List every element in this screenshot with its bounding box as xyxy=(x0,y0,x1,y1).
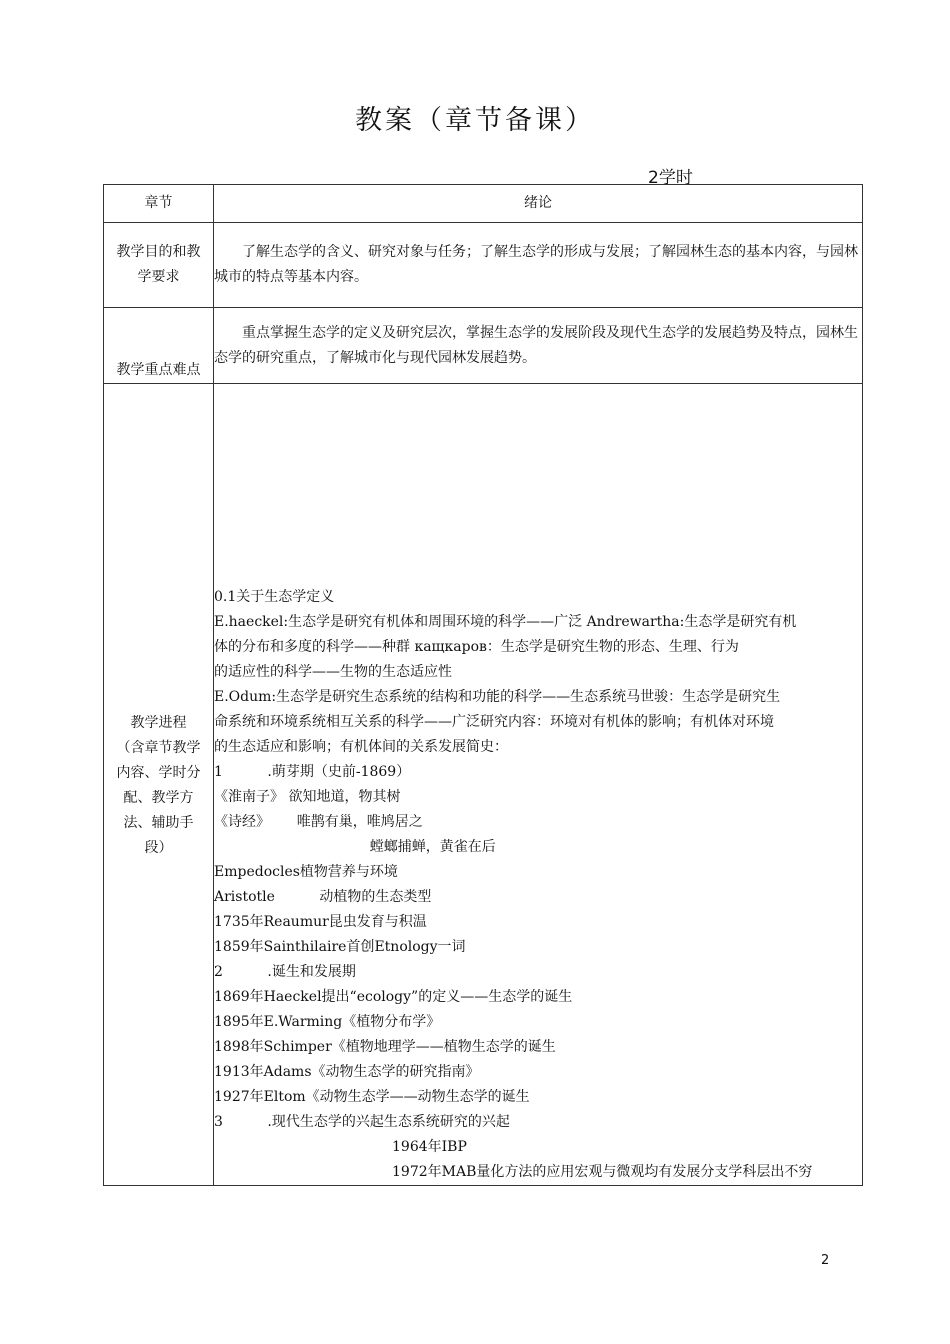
process-line: 体的分布和多度的科学——种群 кащкаров：生态学是研究生物的形态、生理、行为 xyxy=(214,639,739,655)
chapter-label xyxy=(104,185,214,223)
document-title: 教案（章节备课） xyxy=(355,105,595,136)
process-line: 1869年Haeckel提出“ecology”的定义——生态学的诞生 xyxy=(214,989,573,1005)
process-content xyxy=(214,384,863,1186)
objectives-label xyxy=(104,223,214,308)
row-process xyxy=(104,384,863,1186)
process-line: 0.1关于生态学定义 xyxy=(214,589,335,605)
process-line: 命系统和环境系统相互关系的科学——广泛研究内容：环境对有机体的影响；有机体对环境 xyxy=(214,714,774,730)
lesson-plan-table xyxy=(103,184,863,1186)
process-line: E.Odum:生态学是研究生态系统的结构和功能的科学——生态系统马世骏：生态学是研究生 xyxy=(214,689,781,705)
process-line: Aristotle 动植物的生态类型 xyxy=(214,889,432,905)
process-line: 《淮南子》 欲知地道，物其树 xyxy=(214,789,401,805)
process-line: 1735年Reaumur昆虫发育与积温 xyxy=(214,914,427,930)
chapter-value xyxy=(214,185,863,223)
process-line: 1927年Eltom《动物生态学——动物生态学的诞生 xyxy=(214,1089,530,1105)
process-label-line: （含章节教学 xyxy=(116,740,201,756)
keypoints-label xyxy=(104,308,214,384)
process-line: 3 .现代生态学的兴起生态系统研究的兴起 xyxy=(214,1114,510,1130)
row-chapter xyxy=(104,185,863,223)
process-line: E.haeckel:生态学是研究有机体和周围环境的科学——广泛 Andrewartha:生态学是研究有机 xyxy=(214,614,797,630)
row-keypoints xyxy=(104,308,863,384)
process-line: 1964年IBP xyxy=(214,1139,467,1155)
process-label-line: 教学进程 xyxy=(130,715,187,731)
objectives-text-cell xyxy=(214,223,863,308)
process-line: 的生态适应和影响；有机体间的关系发展简史： xyxy=(214,739,508,755)
process-label-line: 法、辅助手 xyxy=(123,815,194,831)
process-line: 1 .萌芽期（史前-1869） xyxy=(214,764,411,780)
process-line: 1859年Sainthilaire首创Etnology一词 xyxy=(214,939,466,955)
process-label-line: 内容、学时分 xyxy=(116,765,201,781)
process-label xyxy=(104,384,214,1186)
process-line: 《诗经》 唯鹊有巢，唯鸠居之 xyxy=(214,814,423,830)
process-line: 1913年Adams《动物生态学的研究指南》 xyxy=(214,1064,480,1080)
row-objectives xyxy=(104,223,863,308)
keypoints-text: 重点掌握生态学的定义及研究层次，掌握生态学的发展阶段及现代生态学的发展趋势及特点，园林生态学的研究重点，了解城市化与现代园林发展趋势。 xyxy=(214,325,858,366)
keypoints-label-text: 教学重点难点 xyxy=(116,362,201,378)
process-line: Empedocles植物营养与环境 xyxy=(214,864,398,880)
objectives-label-line2: 学要求 xyxy=(137,269,180,285)
chapter-value-text: 绪论 xyxy=(524,195,552,211)
keypoints-text-cell xyxy=(214,308,863,384)
class-hours: 2学时 xyxy=(648,168,693,188)
objectives-label-line1: 教学目的和教 xyxy=(116,244,201,260)
process-line: 1895年E.Warming《植物分布学》 xyxy=(214,1014,441,1030)
process-line: 2 .诞生和发展期 xyxy=(214,964,356,980)
process-line: 螳螂捕蝉，黄雀在后 xyxy=(214,839,496,855)
objectives-text: 了解生态学的含义、研究对象与任务；了解生态学的形成与发展；了解园林生态的基本内容，与园林城市的特点等基本内容。 xyxy=(214,244,858,285)
process-label-line: 段） xyxy=(144,840,173,856)
page-number: 2 xyxy=(821,1253,830,1268)
process-line: 的适应性的科学——生物的生态适应性 xyxy=(214,664,452,680)
process-line: 1898年Schimper《植物地理学——植物生态学的诞生 xyxy=(214,1039,556,1055)
process-line: 1972年MAB量化方法的应用宏观与微观均有发展分支学科层出不穷 xyxy=(214,1164,813,1180)
process-label-line: 配、教学方 xyxy=(123,790,194,806)
chapter-label-text: 章节 xyxy=(144,195,173,211)
